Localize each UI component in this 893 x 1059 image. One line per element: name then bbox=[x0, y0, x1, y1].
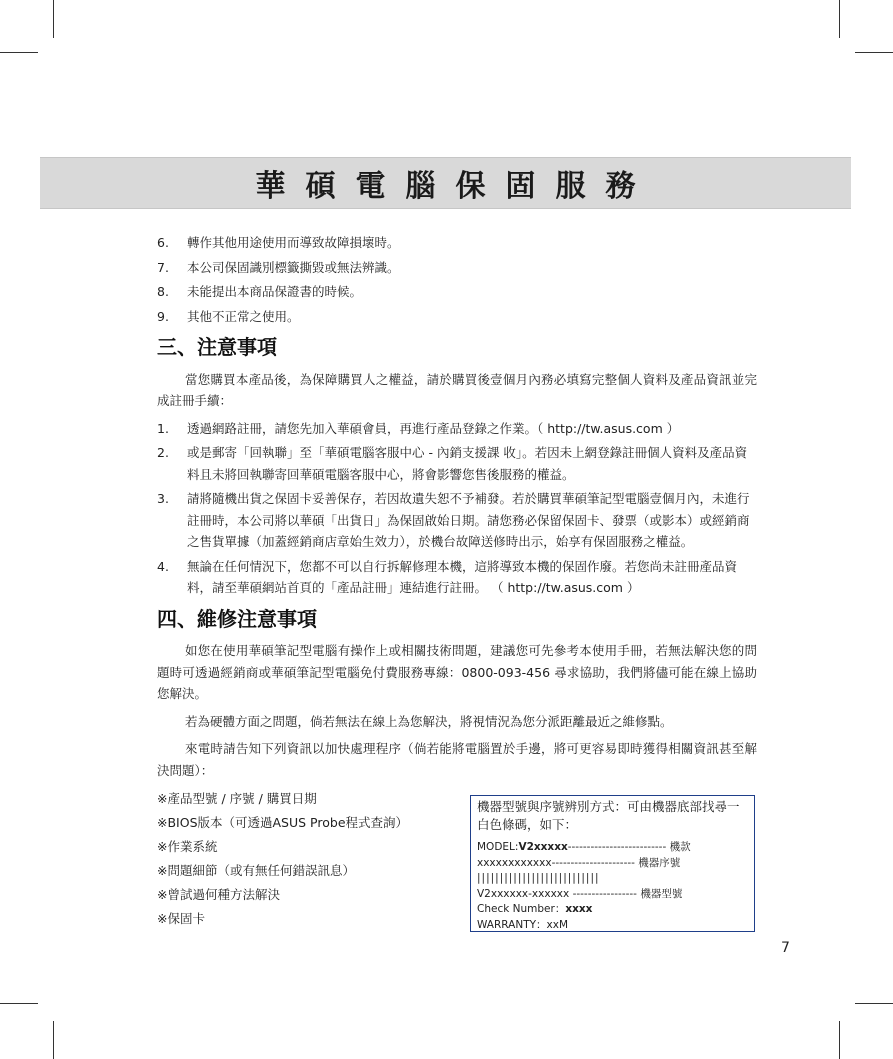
list-text: 其他不正常之使用。 bbox=[187, 308, 300, 324]
section-intro: 當您購買本產品後，為保障購買人之權益，請於購買後壹個月內務必填寫完整個人資料及產品資訊並完成註冊手續： bbox=[157, 371, 757, 408]
page-title: 華碩電腦保固服務 bbox=[255, 169, 656, 204]
repair-paragraph-3: 來電時請告知下列資訊以加快處理程序（倘若能將電腦置於手邊，將可更容易即時獲得相關資訊甚至解決問題）： bbox=[157, 741, 757, 778]
list-number: 4. bbox=[157, 558, 169, 574]
section-heading-repair: 四、維修注意事項 bbox=[157, 606, 317, 631]
crop-mark bbox=[0, 52, 38, 53]
list-item bbox=[157, 232, 757, 254]
list-number: 9. bbox=[157, 308, 169, 324]
exclusion-list bbox=[157, 232, 757, 327]
dash-leader: ----------------- bbox=[572, 887, 637, 900]
list-item bbox=[157, 281, 757, 303]
list-text: 或是郵寄「回執聯」至「華碩電腦客服中心 - 內銷支援課 收」。若因未上網登錄註冊個人資料及產品資料且未將回執聯寄回華碩電腦客服中心，將會影響您售後服務的權益。 bbox=[187, 445, 748, 482]
call-info-list bbox=[157, 787, 457, 931]
crop-mark bbox=[839, 1021, 840, 1059]
dash-leader: -------------------------- bbox=[567, 841, 667, 853]
list-item: ※曾試過何種方法解決 bbox=[157, 887, 280, 902]
list-item bbox=[157, 442, 757, 485]
crop-mark bbox=[53, 0, 54, 38]
list-item: ※保固卡 bbox=[157, 911, 205, 926]
list-item bbox=[157, 488, 757, 553]
serial-row bbox=[477, 856, 748, 872]
header-banner bbox=[40, 157, 851, 209]
model-value: V2xxxxx bbox=[518, 841, 568, 853]
list-text: 轉作其他用途使用而導致故障損壞時。 bbox=[187, 235, 400, 250]
serial-value: xxxxxxxxxxxx bbox=[477, 856, 552, 869]
check-number-row bbox=[477, 902, 748, 918]
part-label: 機器型號 bbox=[640, 887, 683, 900]
repair-paragraph-2: 若為硬體方面之問題，倘若無法在線上為您解決，將視情況為您分派距離最近之維修點。 bbox=[185, 713, 673, 729]
list-number: 3. bbox=[157, 491, 169, 506]
list-item bbox=[157, 556, 757, 599]
list-text: 未能提出本商品保證書的時候。 bbox=[187, 284, 363, 299]
part-row bbox=[477, 887, 748, 903]
list-text: 本公司保固識別標籤撕毀或無法辨識。 bbox=[187, 259, 400, 275]
list-item bbox=[157, 306, 757, 328]
page-number: 7 bbox=[781, 940, 790, 956]
part-value: V2xxxxxx-xxxxxx bbox=[477, 887, 570, 900]
list-text: 無論在任何情況下，您都不可以自行拆解修理本機，這將導致本機的保固作廢。若您尚未註冊產品資料，請至華碩網站首頁的「產品註冊」連結進行註冊。 （ http://tw.asus.com ） bbox=[187, 558, 738, 595]
list-text: 請將隨機出貨之保固卡妥善保存，若因故遺失恕不予補發。若於購買華碩筆記型電腦壹個月內，未進行註冊時，本公司將以華碩「出貨日」為保固啟始日期。請您務必保留保固卡、發票（或影本）或經銷商之售貨單據（加蓋經銷商店章始生效力），於機台故障送修時出示，始享有保固服務之權益。 bbox=[187, 491, 750, 549]
dash-leader: ---------------------- bbox=[551, 856, 635, 869]
crop-mark bbox=[839, 0, 840, 38]
barcode-icon: ||||||||||||||||||||||||||| bbox=[477, 872, 600, 884]
list-item: ※BIOS版本（可透過ASUS Probe程式查詢） bbox=[157, 815, 409, 830]
list-number: 2. bbox=[157, 445, 169, 460]
crop-mark bbox=[855, 1003, 893, 1004]
list-number: 7. bbox=[157, 259, 169, 275]
notice-list bbox=[157, 418, 757, 599]
list-text: 透過網路註冊，請您先加入華碩會員，再進行產品登錄之作業。（ http://tw.asus.com ） bbox=[187, 420, 680, 436]
repair-paragraph-1: 如您在使用華碩筆記型電腦有操作上或相關技術問題，建議您可先參考本使用手冊，若無法解決您的問題時可透過經銷商或華碩筆記型電腦免付費服務專線：0800-093-456 尋求協助，我們將儘可能在線上協助您解決。 bbox=[157, 643, 757, 701]
model-prefix: MODEL: bbox=[477, 841, 519, 853]
barcode-description: 機器型號與序號辨別方式：可由機器底部找尋一白色條碼，如下： bbox=[477, 799, 740, 832]
list-item: ※作業系統 bbox=[157, 839, 218, 854]
list-number: 8. bbox=[157, 284, 169, 299]
list-item bbox=[157, 257, 757, 279]
check-prefix: Check Number： bbox=[477, 903, 566, 915]
list-item: ※產品型號 / 序號 / 購買日期 bbox=[157, 791, 317, 806]
crop-mark bbox=[855, 52, 893, 53]
list-item bbox=[157, 418, 757, 440]
main-content bbox=[157, 232, 757, 787]
crop-mark bbox=[53, 1021, 54, 1059]
model-label: 機款 bbox=[669, 841, 691, 853]
section-heading-notice: 三、注意事項 bbox=[157, 335, 277, 359]
barcode-info-box bbox=[470, 795, 755, 932]
list-number: 1. bbox=[157, 420, 169, 436]
serial-label: 機器序號 bbox=[638, 856, 681, 869]
model-row bbox=[477, 840, 748, 856]
crop-mark bbox=[0, 1003, 38, 1004]
list-item: ※問題細節（或有無任何錯誤訊息） bbox=[157, 863, 355, 878]
list-number: 6. bbox=[157, 235, 169, 250]
check-value: xxxx bbox=[565, 903, 593, 915]
warranty-row: WARRANTY：xxM bbox=[477, 918, 569, 931]
